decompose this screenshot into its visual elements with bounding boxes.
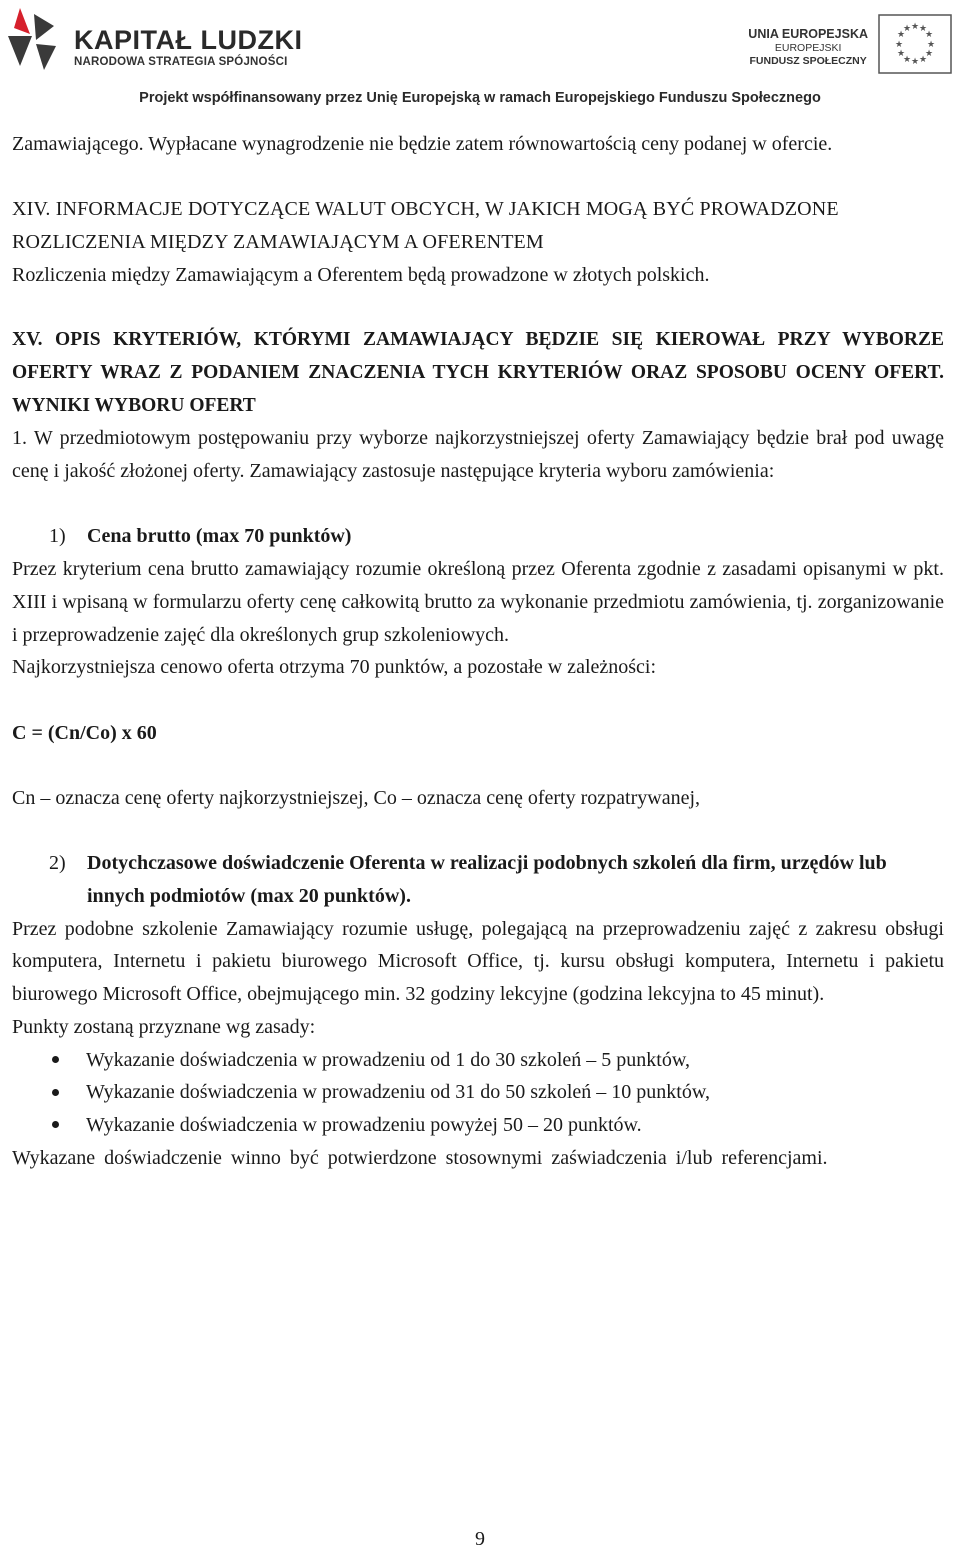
criterion-2-number: 2) — [49, 852, 66, 875]
project-funding-note: Projekt współfinansowany przez Unię Europejską w ramach Europejskiego Funduszu Społecznego — [139, 90, 821, 106]
bullet-icon — [52, 1121, 59, 1128]
criterion-1-title: Cena brutto (max 70 punktów) — [87, 525, 352, 548]
criterion-2-description: Przez podobne szkolenie Zamawiający rozumie usługę, polegającą na przeprowadzeniu zajęć z zakresu obsługi komputera, Internetu i pakietu biurowego Microsoft Office, tj. kursu obsługi komputera, Internetu i pakietu biurowego Microsoft Office, obejmującego min. 32 godziny lekcyjne (godzina lekcyjna to 45 minut). — [12, 917, 944, 1006]
list-item-text: Wykazanie doświadczenia w prowadzeniu od 31 do 50 szkoleń – 10 punktów, — [86, 1081, 710, 1104]
paragraph-continuation: Zamawiającego. Wypłacane wynagrodzenie nie będzie zatem równowartością ceny podanej w ofercie. — [12, 133, 833, 155]
svg-text:★: ★ — [910, 22, 920, 32]
list-item-text: Wykazanie doświadczenia w prowadzeniu od 1 do 30 szkoleń – 5 punktów, — [86, 1048, 690, 1071]
svg-text:★: ★ — [896, 30, 906, 40]
eu-flag-icon — [878, 14, 952, 74]
page-header — [0, 0, 960, 112]
list-item — [12, 1044, 944, 1077]
svg-text:★: ★ — [918, 55, 928, 65]
criterion-1-heading — [12, 520, 944, 553]
kl-title: KAPITAŁ LUDZKI — [74, 25, 303, 55]
eu-line-1: UNIA EUROPEJSKA — [748, 27, 868, 41]
bullet-icon — [52, 1089, 59, 1096]
svg-text:★: ★ — [926, 40, 936, 50]
svg-text:★: ★ — [902, 24, 912, 34]
section-heading-xiv: XIV. INFORMACJE DOTYCZĄCE WALUT OBCYCH, W JAKICH MOGĄ BYĆ PROWADZONE ROZLICZENIA MIĘDZY ZAMAWIAJĄCYM A OFERENTEM — [12, 198, 839, 254]
criterion-1-number: 1) — [49, 525, 66, 548]
svg-text:★: ★ — [924, 49, 934, 59]
svg-text:★: ★ — [894, 40, 904, 50]
price-formula: C = (Cn/Co) x 60 — [12, 721, 157, 744]
kapital-ludzki-logo-icon — [6, 6, 58, 72]
eu-line-3: FUNDUSZ SPOŁECZNY — [749, 55, 867, 67]
list-item — [12, 1109, 944, 1142]
criterion-1-best-offer: Najkorzystniejsza cenowo oferta otrzyma 70 punktów, a pozostałe w zależności: — [12, 656, 657, 679]
kapital-ludzki-wordmark — [74, 26, 302, 68]
eu-wordmark — [748, 27, 868, 68]
formula-description: Cn – oznacza cenę oferty najkorzystniejszej, Co – oznacza cenę oferty rozpatrywanej, — [12, 786, 700, 809]
criterion-1-description: Przez kryterium cena brutto zamawiający rozumie określoną przez Oferenta zgodnie z zasadami opisanymi w pkt. XIII i wpisaną w formularzu oferty cenę całkowitą brutto za wykonanie przedmiotu zamówienia, tj. zorganizowanie i przeprowadzenie zajęć dla określonych grup szkoleniowych. — [12, 558, 944, 646]
criterion-2-heading — [12, 847, 944, 912]
svg-text:★: ★ — [910, 57, 920, 67]
bullet-icon — [52, 1056, 59, 1063]
criterion-2-title: Dotychczasowe doświadczenie Oferenta w realizacji podobnych szkoleń dla firm, urzędów lub innych podmiotów (max 20 punktów). — [87, 852, 887, 908]
criterion-2-points-rule: Punkty zostaną przyznane wg zasady: — [12, 1015, 316, 1038]
svg-text:★: ★ — [924, 30, 934, 40]
paragraph-criteria-intro: 1. W przedmiotowym postępowaniu przy wyborze najkorzystniejszej oferty Zamawiający będzie brał pod uwagę cenę i jakość złożonej oferty. Zamawiający zastosuje następujące kryteria wyboru zamówienia: — [12, 427, 944, 482]
svg-text:★: ★ — [902, 55, 912, 65]
kl-subtitle: NARODOWA STRATEGIA SPÓJNOŚCI — [74, 56, 288, 68]
svg-text:★: ★ — [918, 24, 928, 34]
eu-line-2: EUROPEJSKI — [774, 42, 842, 54]
section-heading-xv: XV. OPIS KRYTERIÓW, KTÓRYMI ZAMAWIAJĄCY BĘDZIE SIĘ KIEROWAŁ PRZY WYBORZE OFERTY WRAZ Z PODANIEM ZNACZENIA TYCH KRYTERIÓW ORAZ SPOSOBU OCENY OFERT. WYNIKI WYBORU OFERT — [12, 329, 944, 416]
document-body — [12, 128, 944, 1174]
closing-paragraph: Wykazane doświadczenie winno być potwierdzone stosownymi zaświadczenia i/lub referencjami. — [12, 1146, 828, 1169]
list-item-text: Wykazanie doświadczenia w prowadzeniu powyżej 50 – 20 punktów. — [86, 1114, 642, 1136]
page-number: 9 — [475, 1528, 485, 1550]
paragraph-currency: Rozliczenia między Zamawiającym a Oferentem będą prowadzone w złotych polskich. — [12, 263, 710, 286]
list-item — [12, 1076, 944, 1109]
svg-text:★: ★ — [896, 49, 906, 59]
